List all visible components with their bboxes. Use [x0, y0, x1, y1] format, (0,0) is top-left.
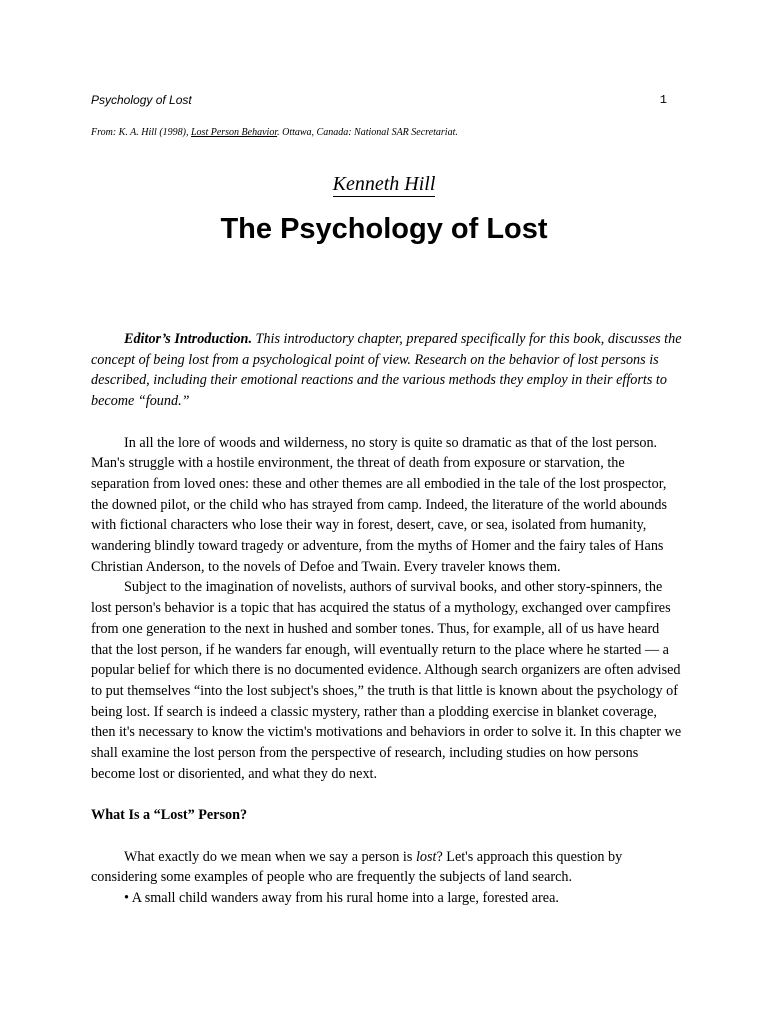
editor-intro-label: Editor’s Introduction. — [124, 331, 252, 347]
bullet-item: • A small child wanders away from his rural home into a large, forested area. — [124, 889, 559, 906]
section-heading: What Is a “Lost” Person? — [91, 807, 248, 824]
emphasis-lost: lost — [415, 848, 437, 865]
source-book-title: Lost Person Behavior — [191, 127, 278, 138]
section-intro: What exactly do we mean when we say a person is lost? Let's approach this question by considering some examples of people who are frequently the subjects of land search. — [91, 848, 623, 886]
source-suffix: . Ottawa, Canada: National SAR Secretariat. — [277, 127, 458, 138]
paragraph-lore: In all the lore of woods and wilderness, no story is quite so dramatic as that of the lost person. Man's struggle with a hostile environment, the threat of death from exposure or starvation, the separation from loved ones: these and other themes are all embodied in the tale of the lost prospector, the downed pilot, or the child who has strayed from camp. Indeed, the literature of the world abounds with fictional characters who lose their way in forest, desert, cave, or sea, isolated from humanity, wandering blindly toward tragedy or adventure, from the myths of Homer and the fairy tales of Hans Christian Anderson, to the novels of Defoe and Twain. Every traveler knows them. — [91, 434, 668, 575]
body-text — [91, 329, 683, 909]
page-number: 1 — [659, 93, 667, 107]
source-prefix: From: K. A. Hill (1998), — [91, 127, 191, 138]
running-header — [91, 93, 667, 109]
running-title: Psychology of Lost — [91, 93, 192, 107]
paragraph-mythology: Subject to the imagination of novelists, authors of survival books, and other story-spinners, the lost person's behavior is a topic that has acquired the status of a mythology, exchanged over campfires from one generation to the next in hushed and somber tones. Thus, for example, all of us have heard that the lost person, if he wanders far enough, will eventually return to the place where he started — a popular belief for which there is no documented evidence. Although search organizers are often advised to put themselves “into the lost subject's shoes,” the truth is that little is known about the psychology of being lost. If search is indeed a classic mystery, rather than a plodding exercise in blanket coverage, then it's necessary to know the victim's motivations and behaviors in order to solve it. In this chapter we shall examine the lost person from the perspective of research, including studies on how persons become lost or disoriented, and what they do next. — [91, 579, 682, 782]
chapter-title: The Psychology of Lost — [220, 213, 548, 245]
source-citation — [91, 127, 458, 139]
author-name: Kenneth Hill — [332, 173, 436, 195]
editor-introduction — [91, 329, 683, 412]
editor-intro-text: This introductory chapter, prepared specifically for this book, discusses the concept of being lost from a psychological point of view. Research on the behavior of lost persons is described, including their emotional reactions and the various methods they employ in their efforts to become “found.” — [91, 331, 682, 410]
